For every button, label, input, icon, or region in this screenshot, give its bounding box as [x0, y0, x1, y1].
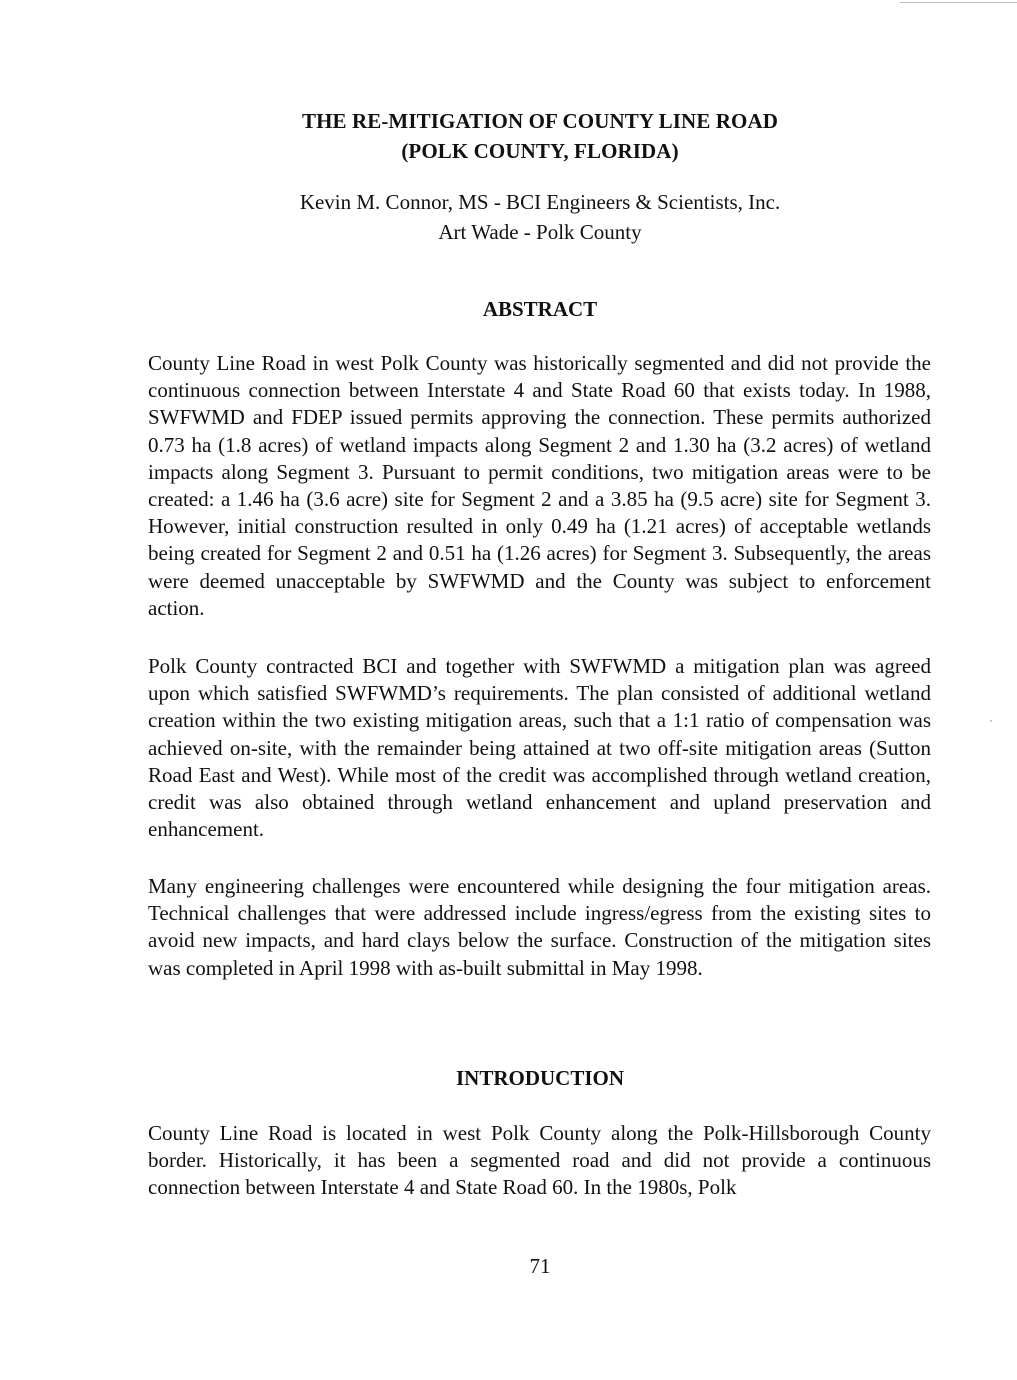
- page-number: 71: [529, 1254, 551, 1278]
- introduction-paragraph: County Line Road is located in west Polk County along the Polk-Hillsborough County border. Historically, it has been a segmented road and did not provide a continuous connection between Interstate 4 and State Road 60. In the 1980s, Polk: [148, 1121, 931, 1200]
- paper-title: [0, 106, 1017, 166]
- abstract-paragraph-2: Polk County contracted BCI and together with SWFWMD a mitigation plan was agreed upon which satisfied SWFWMD’s requirements. The plan consisted of additional wetland creation within the two existing mitigation areas, such that a 1:1 ratio of compensation was achieved on-site, with the remainder being attained at two off-site mitigation areas (Sutton Road East and West). While most of the credit was accomplished through wetland creation, credit was also obtained through wetland enhancement and upland preservation and enhancement.: [148, 654, 931, 842]
- introduction-heading: INTRODUCTION: [455, 1066, 625, 1090]
- scan-edge-line: [900, 2, 1017, 3]
- author-line-1: Kevin M. Connor, MS - BCI Engineers & Scientists, Inc.: [299, 190, 781, 214]
- title-line-1: THE RE-MITIGATION OF COUNTY LINE ROAD: [301, 109, 779, 133]
- abstract-paragraph-1: County Line Road in west Polk County was historically segmented and did not provide the continuous connection between Interstate 4 and State Road 60 that exists today. In 1988, SWFWMD and FDEP issued permits approving the connection. These permits authorized 0.73 ha (1.8 acres) of wetland impacts along Segment 2 and 1.30 ha (3.2 acres) of wetland impacts along Segment 3. Pursuant to permit conditions, two mitigation areas were to be created: a 1.46 ha (3.6 acre) site for Segment 2 and a 3.85 ha (9.5 acre) site for Segment 3. However, initial construction resulted in only 0.49 ha (1.21 acres) of acceptable wetlands being created for Segment 2 and 0.51 ha (1.26 acres) for Segment 3. Subsequently, the areas were deemed unacceptable by SWFWMD and the County was subject to enforcement action.: [148, 351, 931, 620]
- scan-speck: [990, 720, 992, 722]
- author-line-2: Art Wade - Polk County: [438, 220, 642, 244]
- author-block: [0, 187, 1017, 247]
- abstract-paragraph-3: Many engineering challenges were encountered while designing the four mitigation areas. Technical challenges that were addressed include ingress/egress from the existing sites to avoid new impacts, and hard clays below the surface. Construction of the mitigation sites was completed in April 1998 with as-built submittal in May 1998.: [148, 874, 931, 980]
- title-line-2: (POLK COUNTY, FLORIDA): [401, 139, 679, 163]
- abstract-heading: ABSTRACT: [482, 297, 598, 321]
